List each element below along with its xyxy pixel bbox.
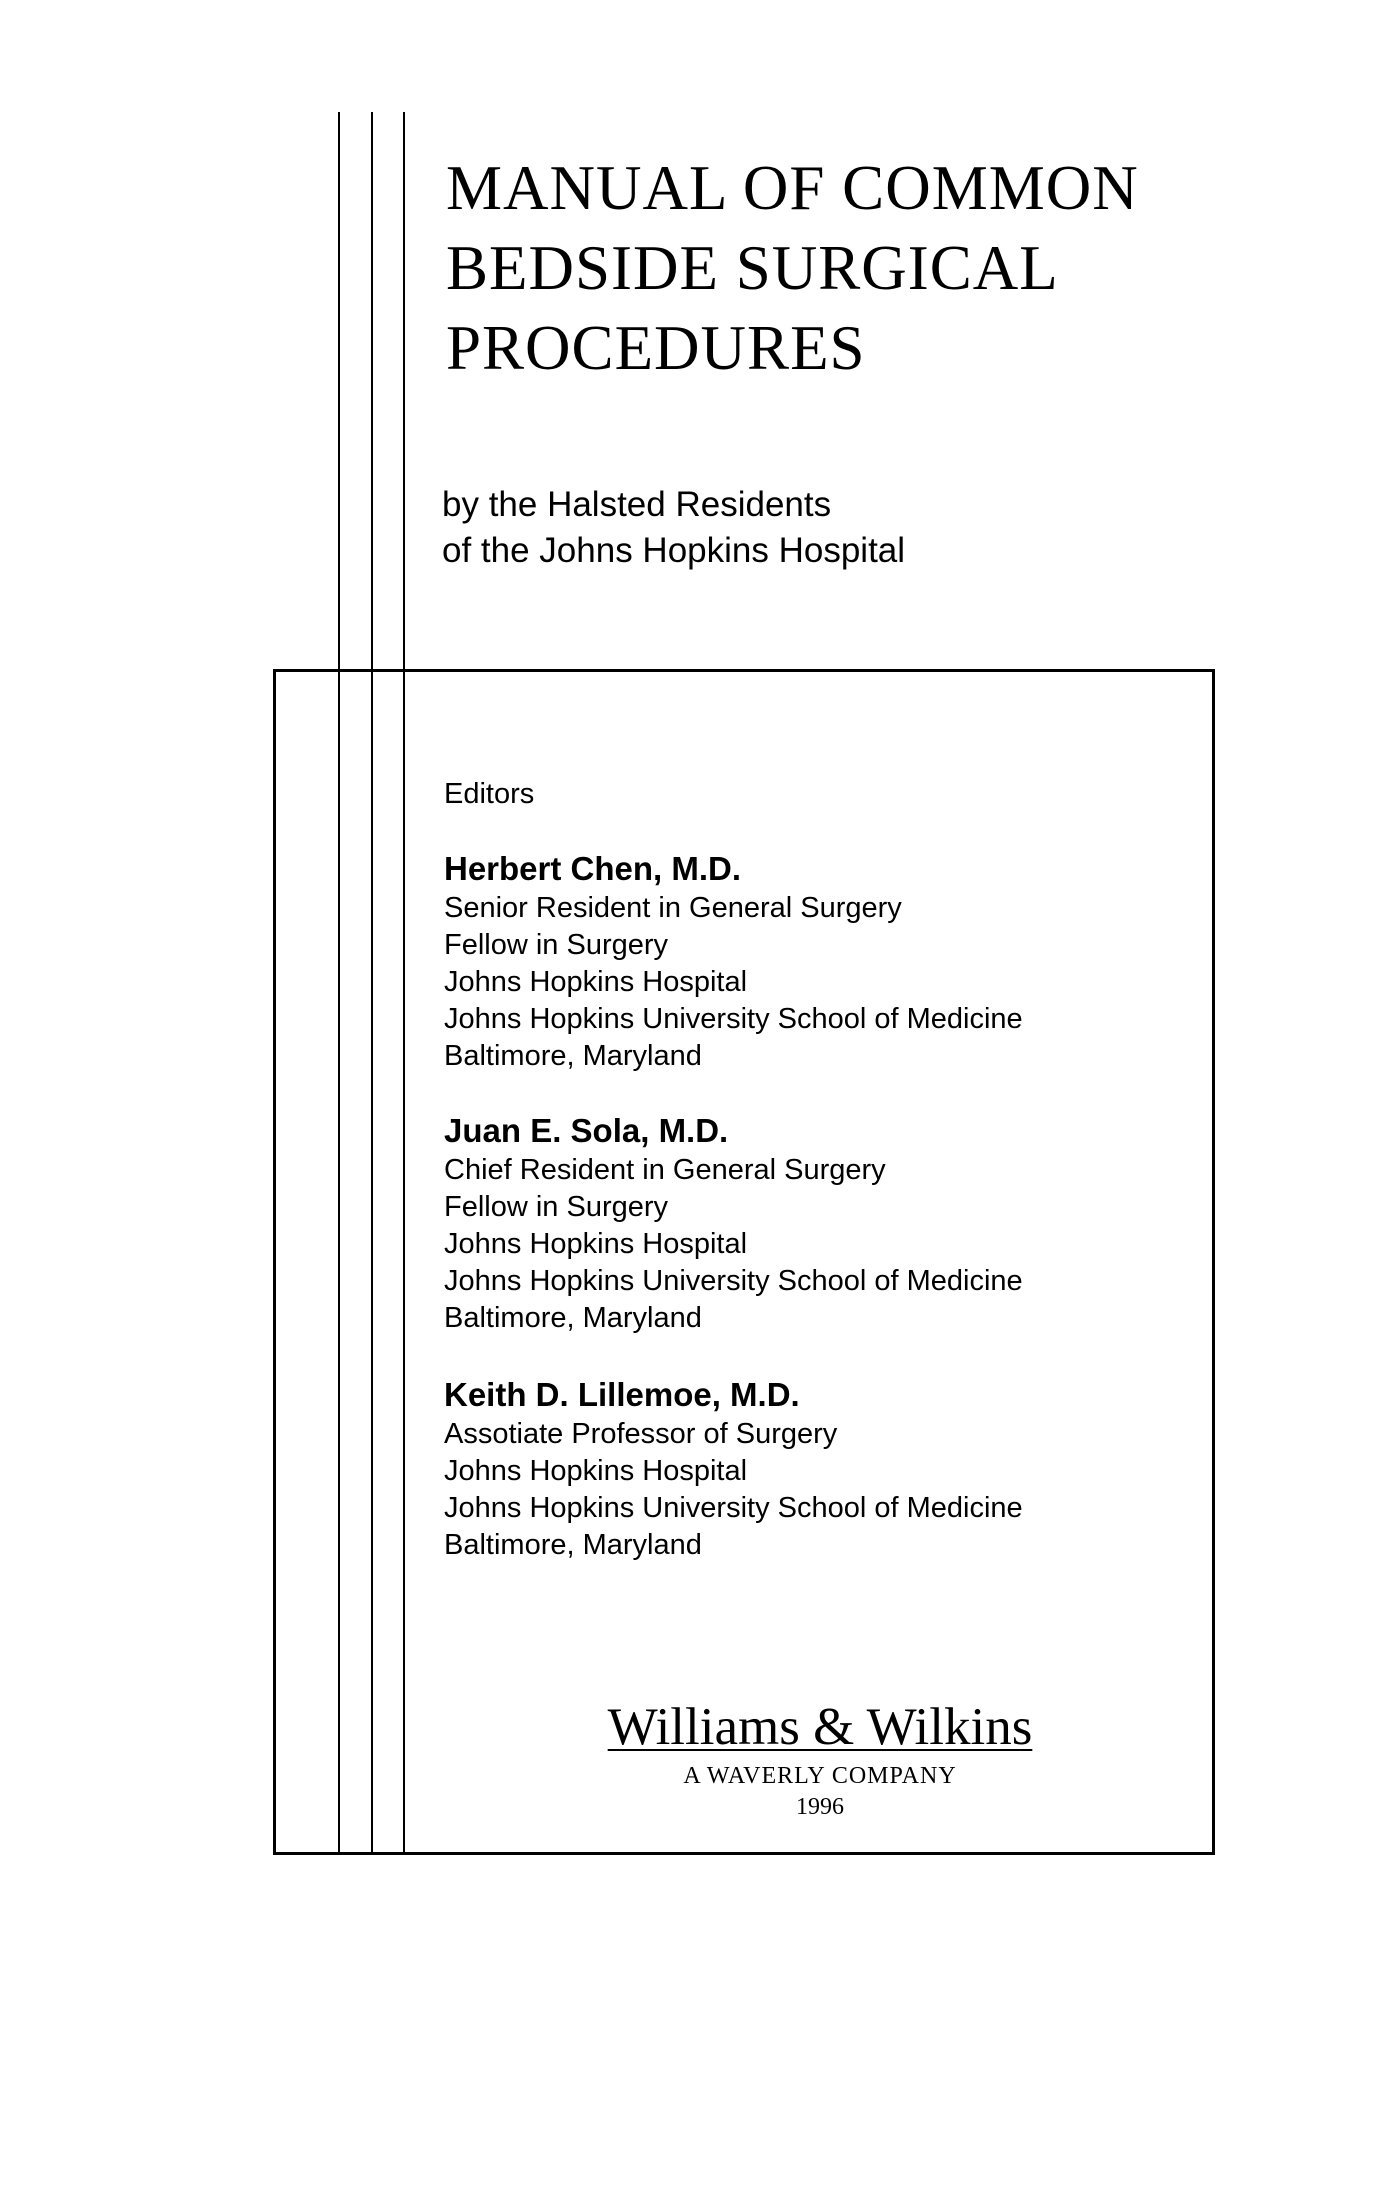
- editor-name: Keith D. Lillemoe, M.D.: [444, 1376, 800, 1413]
- editor-affiliation: Fellow in Surgery: [444, 1191, 669, 1223]
- book-title: [446, 148, 1346, 388]
- editor-affiliation: Baltimore, Maryland: [444, 1302, 702, 1334]
- editor-name: Herbert Chen, M.D.: [444, 850, 742, 887]
- editor-entry: [444, 1110, 1023, 1337]
- editors-label: Editors: [444, 778, 535, 810]
- editor-affiliation: Baltimore, Maryland: [444, 1040, 702, 1072]
- publisher-imprint: [560, 1698, 1080, 1822]
- publication-year: 1996: [796, 1794, 844, 1820]
- title-line-2: BEDSIDE SURGICAL: [446, 233, 1059, 303]
- editor-affiliation: Johns Hopkins Hospital: [444, 1228, 748, 1260]
- editor-affiliation: Fellow in Surgery: [444, 929, 669, 961]
- editor-affiliation: Senior Resident in General Surgery: [444, 892, 902, 924]
- editor-affiliation: Chief Resident in General Surgery: [444, 1154, 886, 1186]
- title-line-3: PROCEDURES: [446, 313, 866, 383]
- byline-line-2: of the Johns Hopkins Hospital: [442, 531, 906, 570]
- editor-affiliation: Assotiate Professor of Surgery: [444, 1418, 838, 1450]
- editor-name: Juan E. Sola, M.D.: [444, 1112, 729, 1149]
- byline-line-1: by the Halsted Residents: [442, 485, 832, 524]
- title-line-1: MANUAL OF COMMON: [446, 153, 1139, 223]
- publisher-subtitle: A WAVERLY COMPANY: [683, 1763, 957, 1789]
- publisher-name: Williams & Wilkins: [607, 1698, 1033, 1756]
- editor-affiliation: Johns Hopkins Hospital: [444, 966, 748, 998]
- editor-affiliation: Johns Hopkins Hospital: [444, 1455, 748, 1487]
- editor-affiliation: Baltimore, Maryland: [444, 1529, 702, 1561]
- editor-affiliation: Johns Hopkins University School of Medicine: [444, 1265, 1023, 1297]
- editor-affiliation: Johns Hopkins University School of Medicine: [444, 1492, 1023, 1524]
- byline: [442, 482, 905, 574]
- editor-entry: [444, 848, 1023, 1075]
- editor-entry: [444, 1374, 1023, 1564]
- editor-affiliation: Johns Hopkins University School of Medicine: [444, 1003, 1023, 1035]
